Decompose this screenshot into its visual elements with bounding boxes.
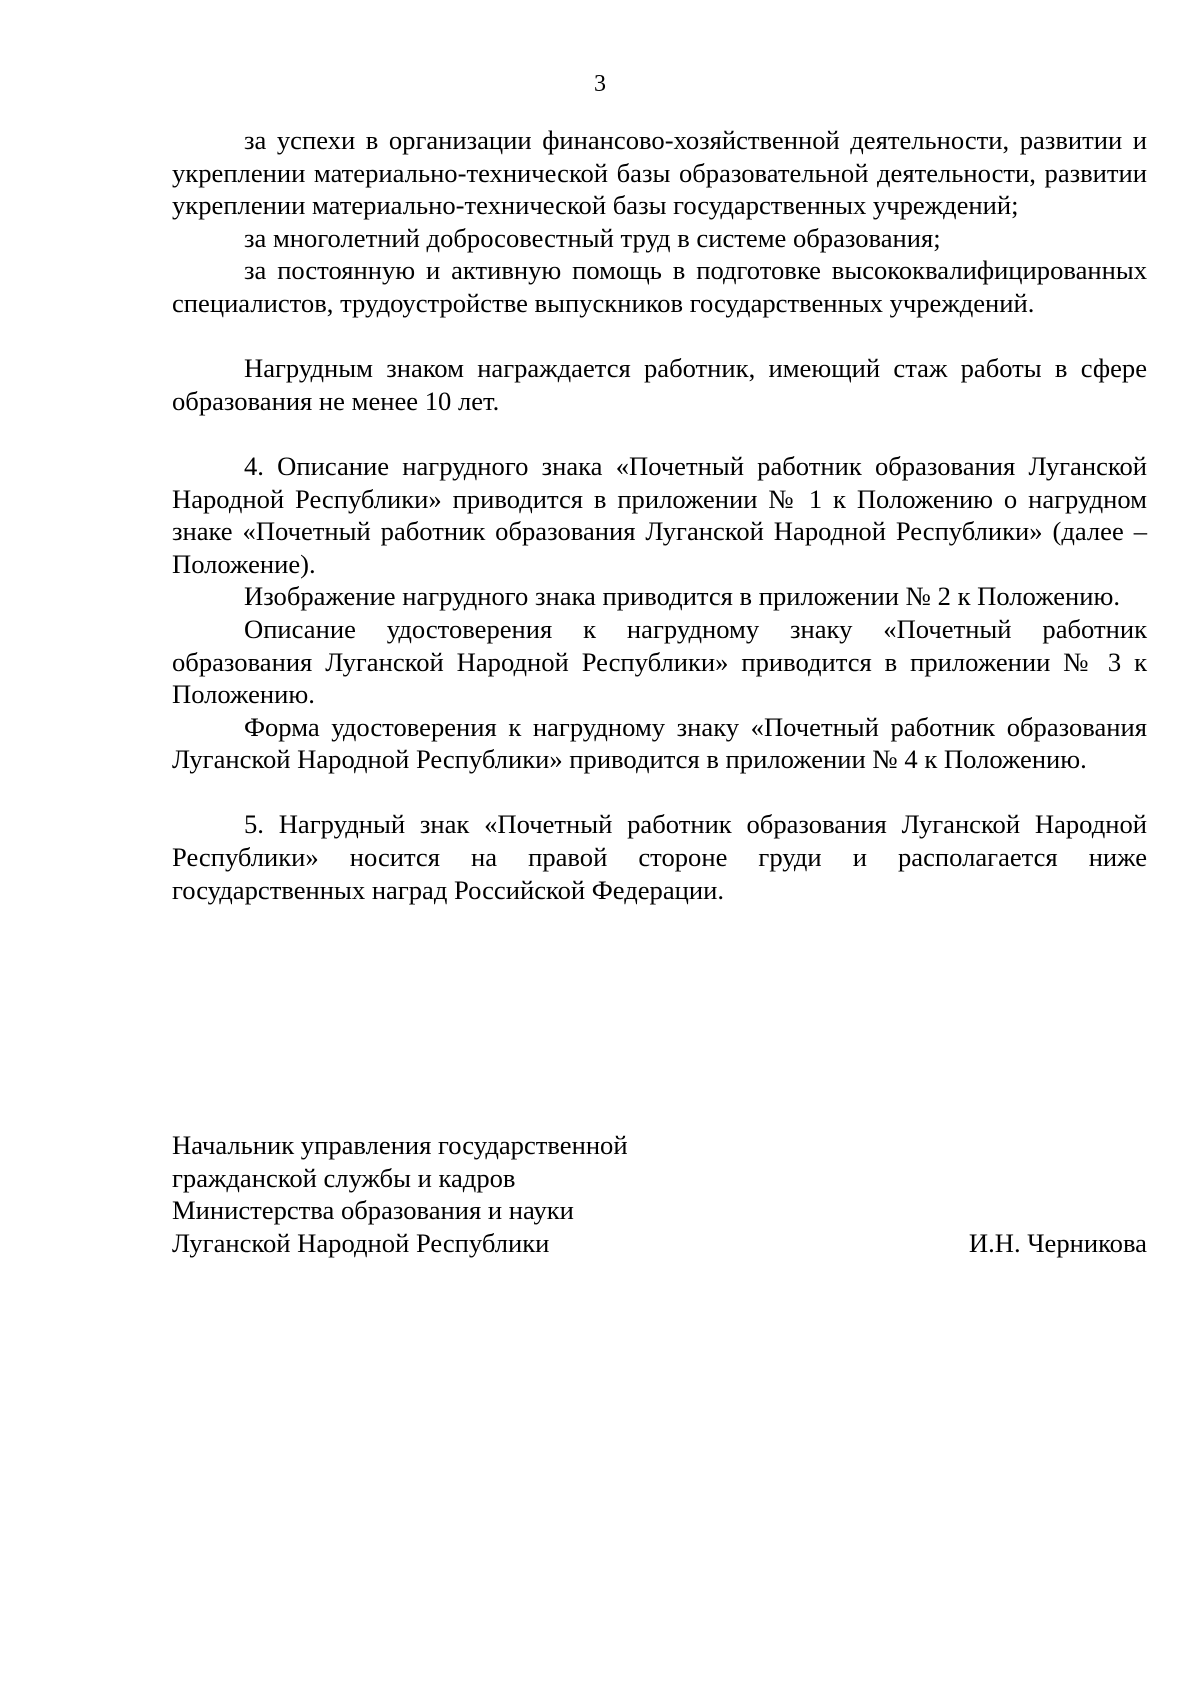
paragraph-gap [172,776,1147,809]
signature-title-line: Министерства образования и науки [172,1195,574,1226]
paragraph-section-4: 4. Описание нагрудного знака «Почетный работник образования Луганской Народной Республики» приводится в приложении № 1 к Положению о нагрудном знаке «Почетный работник образования Луганской Народной Республики» (далее – Положение). [172,450,1147,579]
paragraph-awards-assistance: за постоянную и активную помощь в подготовке высококвалифицированных специалистов, трудоустройстве выпускников государственных учреждений. [172,255,1147,318]
paragraph-awards-longterm: за многолетний добросовестный труд в системе образования; [244,222,941,253]
paragraph-eligibility: Нагрудным знаком награждается работник, имеющий стаж работы в сфере образования не менее 10 лет. [172,353,1147,416]
signature-block [172,1129,1147,1259]
signatory-name: И.Н. Черникова [968,1227,1147,1258]
paragraph-certificate-form: Форма удостоверения к нагрудному знаку «Почетный работник образования Луганской Народной Республики» приводится в приложении № 4 к Положению. [172,711,1147,775]
paragraph-certificate-description: Описание удостоверения к нагрудному знаку «Почетный работник образования Луганской Народной Республики» приводится в приложении № 3 к Положению. [172,613,1147,710]
paragraph-awards-finance: за успехи в организации финансово-хозяйственной деятельности, развитии и укреплении материально-технической базы образовательной деятельности, развитии укреплении материально-технической базы государственных учреждений; [172,125,1147,221]
signature-title-line: Луганской Народной Республики [172,1227,550,1258]
signature-title-line: Начальник управления государственной [172,1130,628,1160]
paragraph-section-5: 5. Нагрудный знак «Почетный работник образования Луганской Народной Республики» носится на правой стороне груди и располагается ниже государственных наград Российской Федерации. [172,809,1147,905]
paragraph-image-reference: Изображение нагрудного знака приводится в приложении № 2 к Положению. [244,581,1120,612]
document-body [172,124,1147,906]
paragraph-gap [172,417,1147,450]
signature-title-line: гражданской службы и кадров [172,1162,516,1193]
page-number: 3 [594,71,606,97]
paragraph-gap [172,320,1147,353]
